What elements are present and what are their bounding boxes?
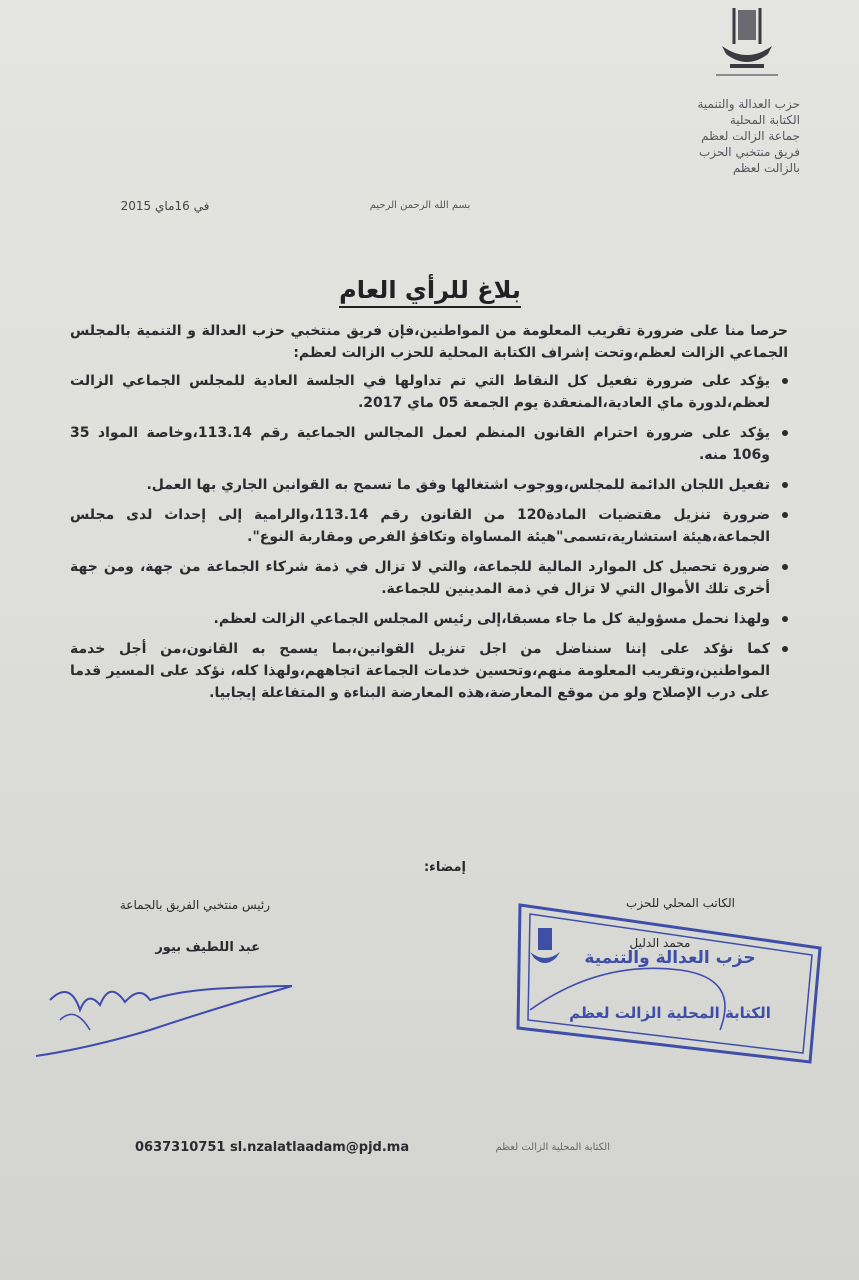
bullet-icon (782, 378, 788, 384)
list-item (70, 638, 770, 704)
list-item (70, 556, 770, 600)
bullet-icon (782, 512, 788, 518)
point-text: تفعيل اللجان الدائمة للمجلس،ووجوب اشتغالها وفق ما تسمح به القوانين الجاري بها العمل. (146, 477, 770, 493)
bullet-icon (782, 564, 788, 570)
list-item (70, 474, 770, 496)
local-secretary-name: محمد الدليل (629, 936, 691, 950)
bullet-icon (782, 430, 788, 436)
group-president-title: رئيس منتخبي الفريق بالجماعة (119, 898, 270, 912)
title-text: بلاغ للرأي العام (339, 276, 521, 308)
intro-paragraph: حرصا منا على ضرورة تقريب المعلومة من المواطنين،فإن فريق منتخبي حزب العدالة و التنمية بالمجلس الجماعي الزالت لعظم،وتحت إشراف الكتابة المحلية للحزب الزالت لعظم: (70, 323, 788, 361)
point-text: ضرورة تحصيل كل الموارد المالية للجماعة، والتي لا تزال في ذمة شركاء الجماعة من جهة، ومن جهة أخرى تلك الأموال التي لا تزال في ذمة المدينين للجماعة. (70, 559, 770, 597)
point-text: يؤكد على ضرورة احترام القانون المنظم لعمل المجالس الجماعية رقم 113.14،وخاصة المواد 35 و106 منه. (70, 425, 770, 463)
document-title (250, 276, 610, 304)
party-line: بالزالت لعظم (732, 161, 800, 175)
list-item (70, 504, 770, 548)
basmala: بسم الله الرحمن الرحيم (369, 200, 471, 211)
stamp-office-name: الكتابة المحلية الزالت لعظم (569, 1004, 771, 1022)
bullet-icon (782, 646, 788, 652)
statement-points (70, 370, 792, 712)
point-text: ولهذا نحمل مسؤولية كل ما جاء مسبقا،إلى رئيس المجلس الجماعي الزالت لعظم. (213, 611, 770, 627)
group-president-name: عبد اللطيف بيور (155, 940, 260, 955)
list-item (70, 370, 770, 414)
point-text: ضرورة تنزيل مقتضيات المادة120 من القانون رقم 113.14،والرامية إلى إحداث لدى مجلس الجماعة،هيئة استشارية،تسمى"هيئة المساواة وتكافؤ الفرص ومقاربة النوع". (70, 507, 770, 545)
party-line: جماعة الزالت لعظم (701, 129, 800, 143)
signature-label: إمضاء: (423, 860, 467, 875)
bullet-icon (782, 482, 788, 488)
list-item (70, 608, 770, 630)
footer-contact: 0637310751 sl.nzalatlaadam@pjd.ma (135, 1140, 410, 1155)
footer-org: الكتابة المحلية الزالت لعظم (495, 1142, 610, 1153)
stamp-party-name: حزب العدالة والتنمية (584, 948, 756, 968)
point-text: يؤكد على ضرورة تفعيل كل النقاط التي تم تداولها في الجلسة العادية للمجلس الجماعي الزالت لعظم،لدورة ماي العادية،المنعقدة يوم الجمعة 05 ماي 2017. (70, 373, 770, 411)
point-text: كما نؤكد على إننا سنناضل من اجل تنزيل القوانين،بما يسمح به القانون،من أجل خدمة المواطنين،وتقريب المعلومة منهم،وتحسين خدمات الجماعة اتجاههم،ولهذا كله، نؤكد على المسير قدما على درب الإصلاح ولو من موقع المعارضة،هذه المعارضة البناءة و المتفاعلة إيجابيا. (70, 641, 770, 701)
document-date: في 16ماي 2015 (120, 199, 210, 213)
handwritten-signature (30, 960, 300, 1065)
party-line: فريق منتخبي الحزب (698, 145, 800, 159)
party-letterhead (640, 96, 800, 176)
local-secretary-title: الكاتب المحلي للحزب (626, 896, 735, 910)
party-stamp (510, 900, 830, 1070)
party-line: حزب العدالة والتنمية (697, 97, 800, 111)
party-line: الكتابة المحلية (729, 113, 800, 127)
party-lantern-logo (712, 4, 782, 82)
list-item (70, 422, 770, 466)
bullet-icon (782, 616, 788, 622)
